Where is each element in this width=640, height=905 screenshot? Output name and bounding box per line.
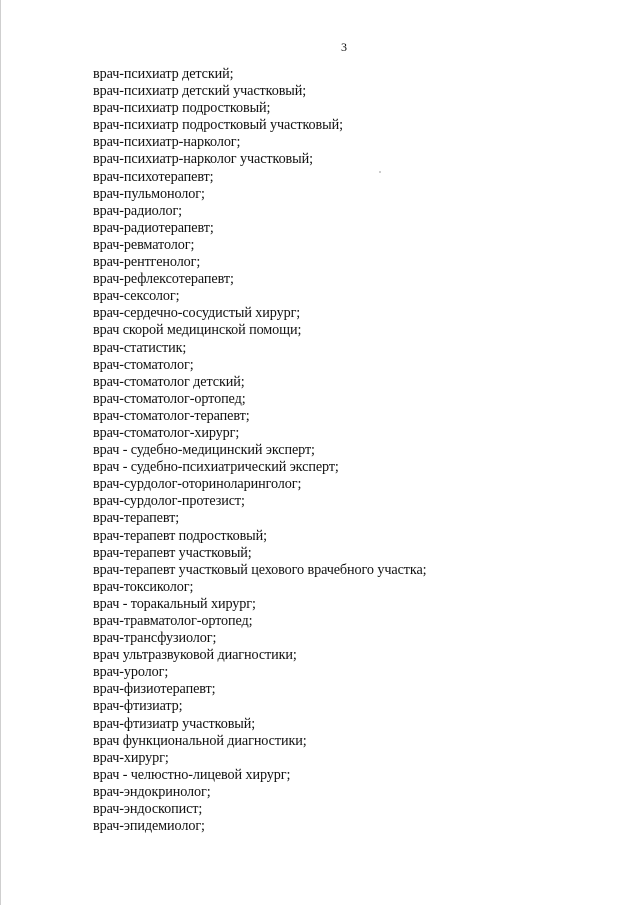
list-item: врач-психиатр-нарколог участковый; — [93, 151, 313, 168]
list-item: врач-сексолог; — [93, 288, 180, 305]
list-item: врач-сердечно-сосудистый хирург; — [93, 305, 301, 322]
list-item: врач-уролог; — [93, 664, 169, 681]
list-item: врач-терапевт подростковый; — [93, 527, 267, 544]
list-item: врач-терапевт; — [93, 510, 180, 527]
list-item: врач-травматолог-ортопед; — [93, 613, 253, 629]
list-item: врач скорой медицинской помощи; — [93, 322, 302, 339]
list-item: врач-стоматолог-хирург; — [93, 424, 240, 441]
list-item: врач-стоматолог-терапевт; — [93, 407, 250, 424]
list-item: врач-хирург; — [93, 749, 169, 766]
list-item: врач-стоматолог; — [93, 356, 194, 373]
list-item: врач-физиотерапевт; — [93, 681, 216, 698]
list-item: врач-эпидемиолог; — [93, 818, 205, 835]
list-item: врач-психиатр детский; — [93, 66, 234, 82]
list-item: врач-психиатр подростковый участковый; — [93, 117, 343, 134]
list-item: врач-терапевт участковый; — [93, 544, 252, 561]
list-item: врач - торакальный хирург; — [93, 595, 256, 612]
list-item: врач-пульмонолог; — [93, 185, 205, 202]
list-item: врач-фтизиатр участковый; — [93, 715, 256, 732]
list-item: врач-сурдолог-протезист; — [93, 493, 245, 510]
list-item: врач-психиатр подростковый; — [93, 100, 271, 117]
list-item: врач-сурдолог-оториноларинголог; — [93, 476, 302, 493]
list-item: врач-эндоскопист; — [93, 801, 203, 818]
list-item: врач-психиатр-нарколог; — [93, 134, 241, 151]
list-item: врач ультразвуковой диагностики; — [93, 647, 297, 664]
list-item: врач-рентгенолог; — [93, 254, 201, 271]
list-item: врач - челюстно-лицевой хирург; — [93, 766, 291, 783]
list-item: врач - судебно-медицинский эксперт; — [93, 442, 315, 459]
list-item: врач-терапевт участковый цехового врачебного участка; — [93, 561, 427, 578]
list-item: врач-радиотерапевт; — [93, 219, 214, 236]
list-item: врач-радиолог; — [93, 202, 183, 219]
list-item: врач-психотерапевт; — [93, 168, 214, 185]
list-item: врач-стоматолог-ортопед; — [93, 390, 246, 407]
list-item: врач - судебно-психиатрический эксперт; — [93, 459, 339, 476]
list-item: врач-токсиколог; — [93, 578, 194, 595]
position-list — [93, 66, 633, 835]
list-item: врач-эндокринолог; — [93, 783, 211, 800]
list-item: врач функциональной диагностики; — [93, 732, 307, 749]
list-item: врач-статистик; — [93, 339, 187, 356]
list-item: врач-ревматолог; — [93, 236, 195, 253]
page-number: 3 — [341, 40, 347, 54]
page-header — [1, 0, 640, 60]
list-item: врач-стоматолог детский; — [93, 373, 245, 390]
list-item: врач-психиатр детский участковый; — [93, 83, 307, 100]
list-item: врач-рефлексотерапевт; — [93, 271, 234, 288]
list-item: врач-трансфузиолог; — [93, 630, 217, 647]
list-item: врач-фтизиатр; — [93, 698, 183, 715]
